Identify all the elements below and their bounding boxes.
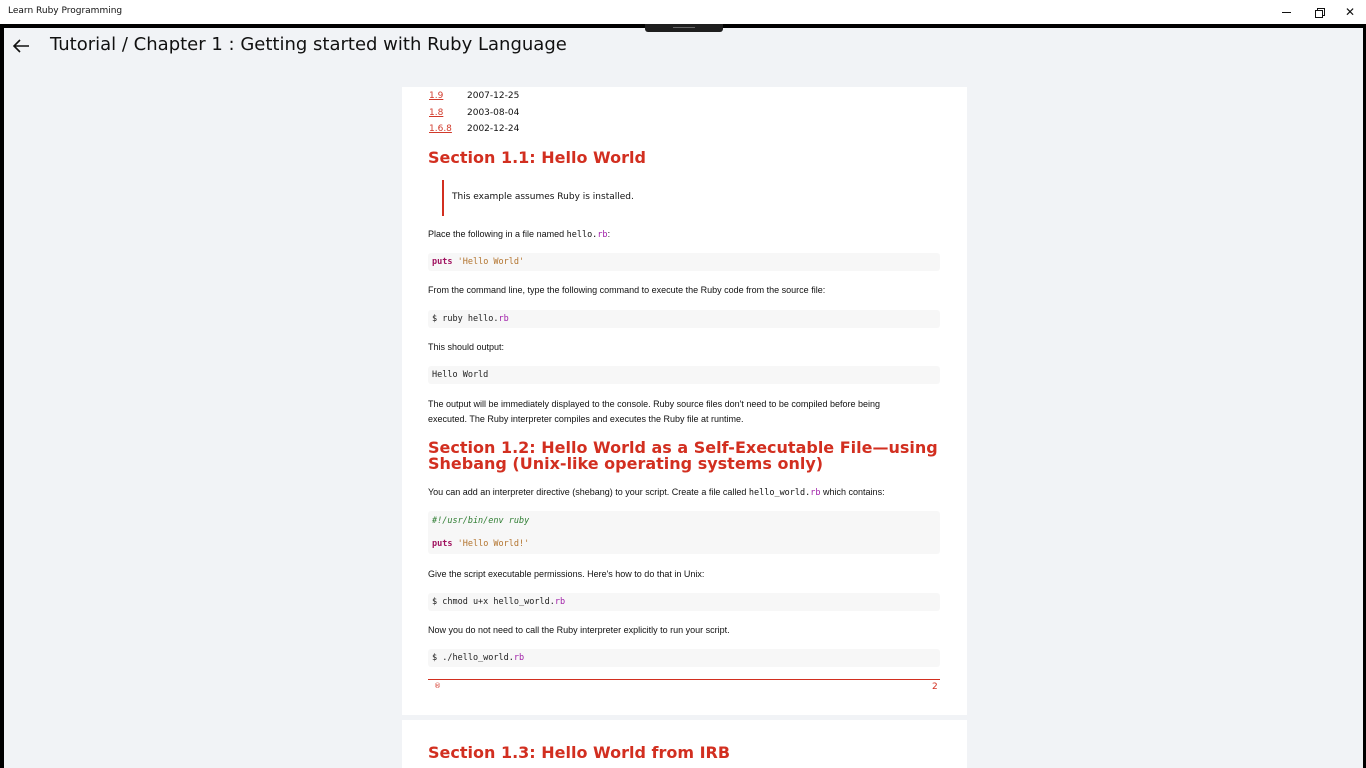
paragraph-text: : bbox=[607, 229, 611, 239]
minimize-icon bbox=[1282, 12, 1291, 13]
code-string: 'Hello World!' bbox=[457, 539, 530, 549]
inline-code-text: hello. bbox=[566, 230, 598, 240]
code-block bbox=[428, 366, 940, 384]
heading-line: Shebang (Unix-like operating systems only) bbox=[428, 454, 824, 473]
code-keyword: puts bbox=[432, 539, 453, 549]
frame-left bbox=[0, 24, 4, 768]
paragraph-text: Place the following in a file named bbox=[428, 229, 567, 239]
section-heading-1-1: Section 1.1: Hello World bbox=[428, 148, 646, 167]
paragraph-line: executed. The Ruby interpreter compiles and executes the Ruby file at runtime. bbox=[428, 414, 744, 424]
close-icon: ✕ bbox=[1344, 5, 1356, 19]
paragraph: This should output: bbox=[428, 342, 505, 352]
code-line bbox=[432, 512, 940, 530]
code-block bbox=[428, 649, 940, 667]
app-title: Learn Ruby Programming bbox=[8, 6, 123, 16]
code-block bbox=[428, 310, 940, 328]
code-ext: rb bbox=[498, 314, 509, 324]
heading-line: Section 1.2: Hello World as a Self-Executable File—using bbox=[428, 438, 938, 457]
page-title: Tutorial / Chapter 1 : Getting started with Ruby Language bbox=[50, 34, 567, 55]
code-text: $ chmod u+x hello_world. bbox=[432, 597, 555, 607]
code-block bbox=[428, 511, 940, 554]
code-comment: #!/usr/bin/env ruby bbox=[432, 516, 530, 526]
code-text: $ ruby hello. bbox=[432, 314, 499, 324]
code-line bbox=[432, 593, 940, 611]
paragraph bbox=[428, 485, 940, 501]
back-button[interactable] bbox=[10, 35, 32, 57]
code-line bbox=[432, 253, 940, 271]
document-page bbox=[402, 87, 967, 715]
paragraph-text: which contains: bbox=[820, 487, 885, 497]
close-button[interactable] bbox=[1334, 0, 1366, 24]
inline-code-ext: rb bbox=[597, 230, 608, 240]
section-heading-1-2 bbox=[428, 440, 938, 472]
table-row bbox=[429, 121, 519, 138]
table-row bbox=[429, 105, 519, 122]
code-block bbox=[428, 253, 940, 271]
code-line bbox=[432, 310, 940, 328]
code-line bbox=[432, 649, 940, 667]
restore-icon bbox=[1315, 8, 1324, 17]
paragraph: From the command line, type the following command to execute the Ruby code from the source file: bbox=[428, 285, 826, 295]
code-line: Hello World bbox=[432, 370, 489, 380]
code-string: 'Hello World' bbox=[457, 257, 525, 267]
footer-mark: ® bbox=[434, 682, 441, 690]
paragraph bbox=[428, 397, 940, 427]
window-drag-handle[interactable] bbox=[645, 24, 723, 32]
release-date: 2007-12-25 bbox=[467, 91, 520, 102]
code-text: $ ./hello_world. bbox=[432, 653, 514, 663]
note-blockquote bbox=[442, 180, 634, 216]
paragraph-text: You can add an interpreter directive (shebang) to your script. Create a file called bbox=[428, 487, 749, 497]
code-keyword: puts bbox=[432, 257, 453, 267]
inline-code bbox=[749, 488, 821, 498]
page-footer-rule bbox=[428, 679, 940, 680]
version-table bbox=[429, 88, 519, 138]
code-block bbox=[428, 593, 940, 611]
inline-code-ext: rb bbox=[810, 488, 821, 498]
minimize-button[interactable] bbox=[1270, 0, 1302, 24]
table-row bbox=[429, 88, 519, 105]
code-ext: rb bbox=[554, 597, 566, 607]
restore-button[interactable] bbox=[1303, 0, 1335, 24]
paragraph-line: The output will be immediately displayed to the console. Ruby source files don't need to be compiled before being bbox=[428, 399, 880, 409]
release-date: 2002-12-24 bbox=[467, 124, 520, 135]
paragraph bbox=[428, 227, 940, 243]
inline-code-text: hello_world. bbox=[748, 488, 811, 498]
back-arrow-icon bbox=[10, 35, 32, 57]
inline-code bbox=[567, 230, 608, 240]
version-link[interactable]: 1.6.8 bbox=[429, 124, 452, 135]
version-link[interactable]: 1.9 bbox=[429, 91, 444, 102]
release-date: 2003-08-04 bbox=[467, 107, 520, 118]
page-number: 2 bbox=[932, 682, 938, 692]
note-text: This example assumes Ruby is installed. bbox=[452, 192, 634, 202]
window-titlebar bbox=[0, 0, 1366, 24]
version-link[interactable]: 1.8 bbox=[429, 107, 444, 118]
paragraph: Now you do not need to call the Ruby interpreter explicitly to run your script. bbox=[428, 625, 730, 635]
code-ext: rb bbox=[513, 653, 525, 663]
code-line bbox=[432, 535, 940, 553]
section-heading-1-3: Section 1.3: Hello World from IRB bbox=[428, 743, 731, 762]
document-page bbox=[402, 720, 967, 768]
paragraph: Give the script executable permissions. Here's how to do that in Unix: bbox=[428, 569, 705, 579]
